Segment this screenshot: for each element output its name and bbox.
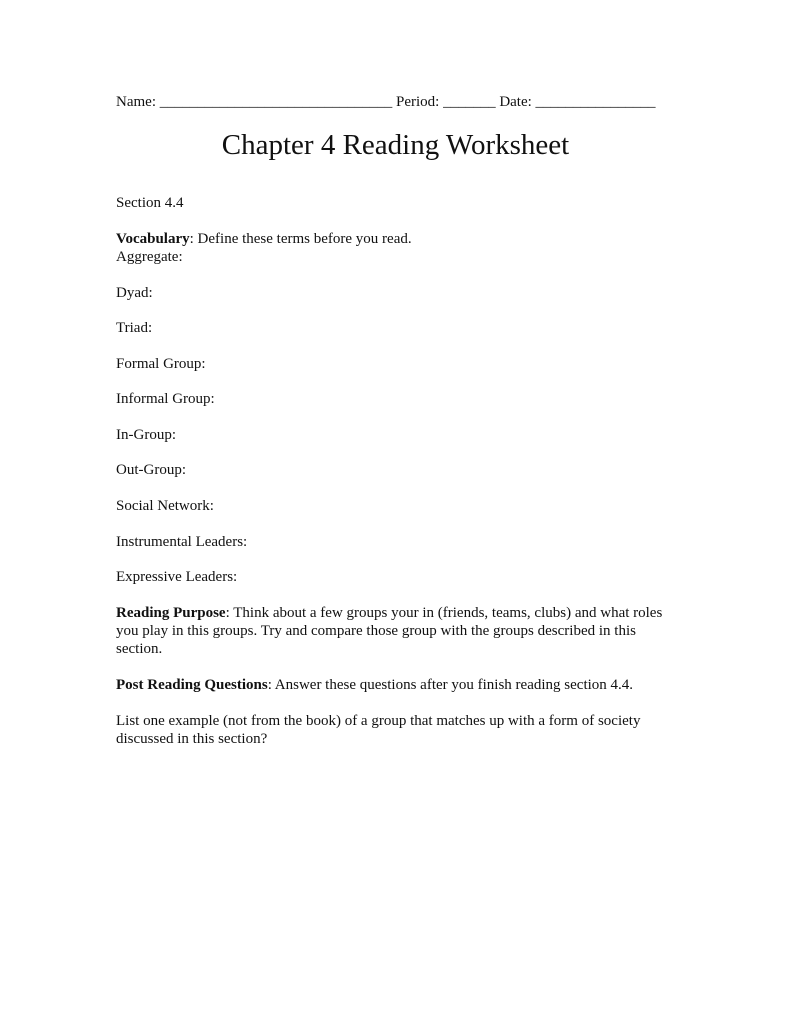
term-formal-group: Formal Group: — [116, 356, 206, 372]
post-reading-text: : Answer these questions after you finish reading section 4.4. — [267, 677, 634, 693]
term-instrumental-leaders: Instrumental Leaders: — [116, 534, 248, 550]
term-informal-group: Informal Group: — [116, 391, 215, 407]
vocabulary-instruction: : Define these terms before you read. — [189, 231, 412, 247]
header-fields-line: Name: _______________________________ Period: _______ Date: ________________ — [116, 94, 656, 110]
term-social-network: Social Network: — [116, 498, 214, 514]
term-out-group: Out-Group: — [116, 462, 186, 478]
term-dyad: Dyad: — [116, 285, 153, 301]
term-in-group: In-Group: — [116, 427, 176, 443]
term-aggregate: Aggregate: — [116, 249, 183, 265]
term-triad: Triad: — [116, 320, 153, 336]
vocabulary-label: Vocabulary — [116, 231, 190, 247]
reading-purpose-text: : Think about a few groups your in (friends, teams, clubs) and what roles you play in this groups. Try and compare those group with the groups described in this section. — [116, 605, 663, 657]
term-expressive-leaders: Expressive Leaders: — [116, 569, 238, 585]
vocabulary-heading — [116, 230, 412, 248]
section-label: Section 4.4 — [116, 195, 184, 211]
post-reading-heading — [116, 676, 633, 694]
reading-purpose-label: Reading Purpose — [116, 605, 226, 621]
post-reading-label: Post Reading Questions — [116, 677, 268, 693]
reading-purpose-paragraph — [116, 604, 676, 658]
page-title: Chapter 4 Reading Worksheet — [221, 129, 570, 161]
question-1: List one example (not from the book) of a group that matches up with a form of society discussed in this section? — [116, 713, 641, 747]
